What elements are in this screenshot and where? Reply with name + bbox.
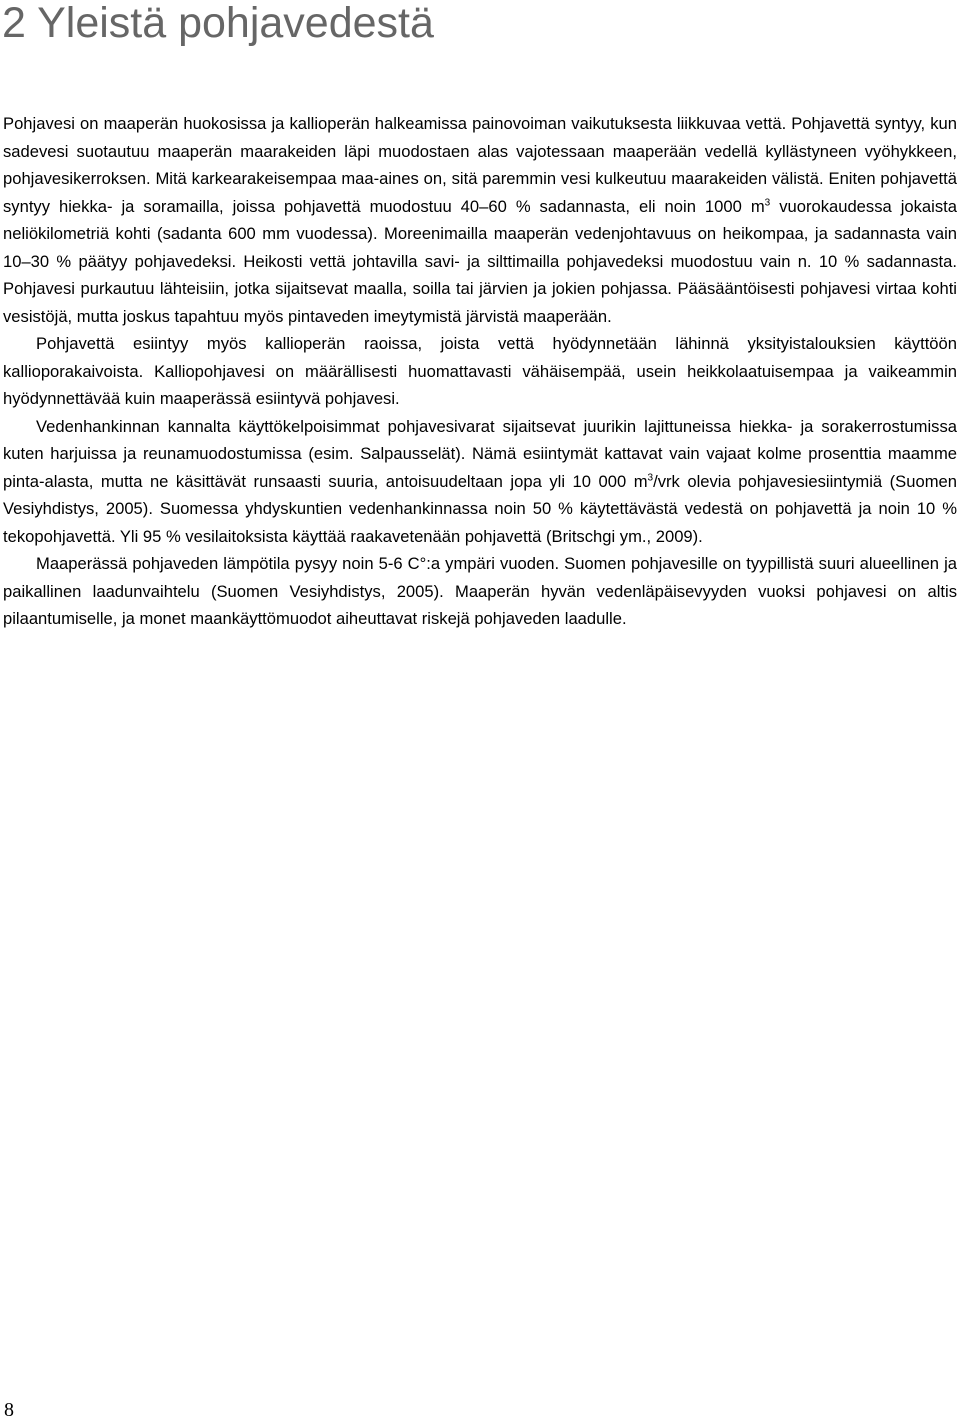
paragraph (3, 330, 957, 413)
paragraph-text: Pohjavesi on maaperän huokosissa ja kallioperän halkeamissa painovoiman vaikutuksesta liikkuvaa vettä. Pohjavettä syntyy, kun sadevesi suotautuu maaperän maarakeiden läpi muodostaen alas vajotessaan maaperään vedellä kyllästyneen vyöhykkeen, pohjavesikerroksen. Mitä karkearakeisempaa maa-aines on, sitä paremmin vesi kulkeutuu maarakeiden välistä. Eniten pohjavettä syntyy hiekka- ja soramailla, joissa pohjavettä muodostuu 40–60 % sadannasta, eli noin 1000 m (3, 114, 957, 216)
paragraph-text: Pohjavettä esiintyy myös kallioperän raoissa, joista vettä hyödynnetään lähinnä yksityistalouksien käyttöön kallioporakaivoista. Kalliopohjavesi on määrällisesti huomattavasti vähäisempää, usein heikkolaatuisempaa ja vaikeammin hyödynnettävää kuin maaperässä esiintyvä pohjavesi. (3, 334, 957, 408)
paragraph (3, 413, 957, 551)
paragraph-text: /vrk olevia pohjavesiesiintymiä (Suomen Vesiyhdistys, 2005). Suomessa yhdyskuntien vedenhankinnassa noin 50 % käytettävästä vedestä on pohjavettä ja noin 10 % tekopohjavettä. Yli 95 % vesilaitoksista käyttää raakavetenään pohjavettä (Britschgi ym., 2009). (3, 471, 957, 546)
body-text (3, 110, 957, 633)
paragraph (3, 110, 957, 330)
paragraph-text: vuorokaudessa jokaista neliökilometriä kohti (sadanta 600 mm vuodessa). Moreenimailla maaperän vedenjohtavuus on heikompaa, ja sadannasta vain 10–30 % päätyy pohjavedeksi. Heikosti vettä johtavilla savi- ja silttimailla pohjavedeksi muodostuu vain n. 10 % sadannasta. Pohjavesi purkautuu lähteisiin, jotka sijaitsevat maalla, soilla tai järvien ja jokien pohjassa. Pääsääntöisesti pohjavesi virtaa kohti vesistöjä, mutta joskus tapahtuu myös pintaveden imeytymistä järvistä maaperään. (3, 196, 957, 326)
superscript: 3 (647, 472, 654, 483)
paragraph (3, 550, 957, 633)
paragraph-text: Vedenhankinnan kannalta käyttökelpoisimmat pohjavesivarat sijaitsevat juurikin lajittuneissa hiekka- ja sorakerrostumissa kuten harjuissa ja reunamuodostumissa (esim. Salpausselät). Nämä esiintymät kattavat vain vajaat kolme prosenttia maamme pinta-alasta, mutta ne käsittävät runsaasti suuria, antoisuudeltaan jopa yli 10 000 m (3, 416, 957, 491)
page-number: 8 (4, 1399, 14, 1421)
superscript: 3 (764, 197, 771, 208)
paragraph-text: Maaperässä pohjaveden lämpötila pysyy noin 5-6 C°:a ympäri vuoden. Suomen pohjavesille on tyypillistä suuri alueellinen ja paikallinen laadunvaihtelu (Suomen Vesiyhdistys, 2005). Maaperän hyvän vedenläpäisevyyden vuoksi pohjavesi on altis pilaantumiselle, ja monet maankäyttömuodot aiheuttavat riskejä pohjaveden laadulle. (3, 554, 957, 628)
page-heading: 2 Yleistä pohjavedestä (2, 0, 434, 47)
